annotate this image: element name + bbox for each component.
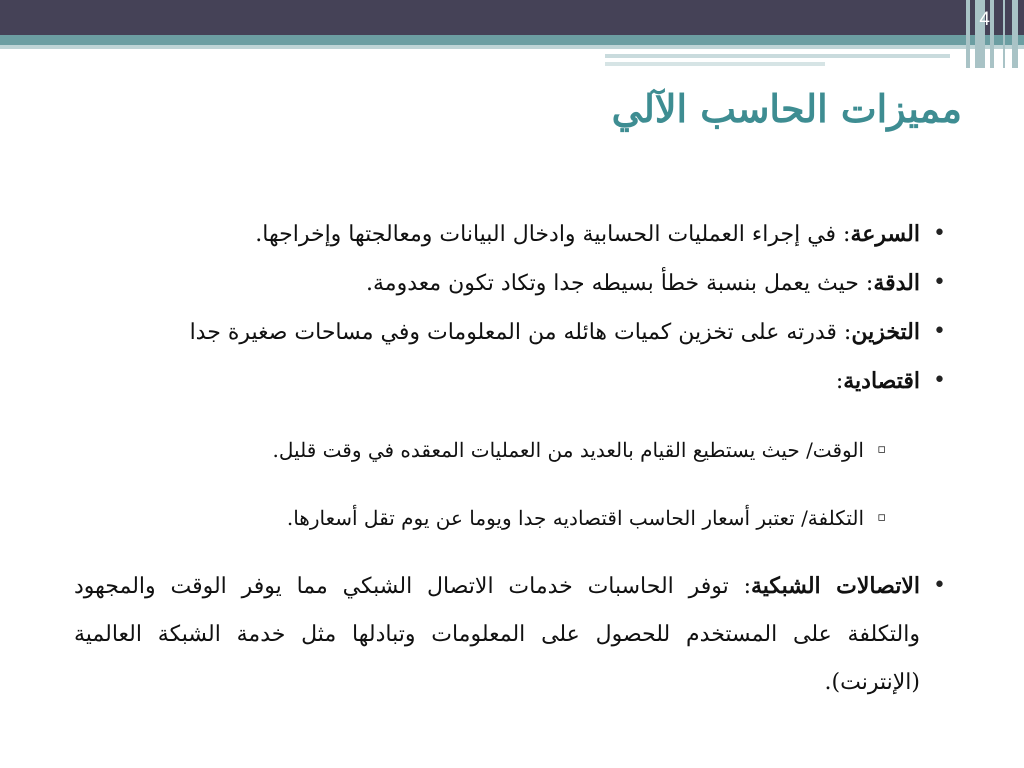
header-stripe-teal	[0, 35, 1024, 45]
list-item-networking	[74, 562, 946, 707]
item-text: : توفر الحاسبات خدمات الاتصال الشبكي مما يوفر الوقت والمجهود والتكلفة على المستخدم للحصول على المعلومات وتبادلها مثل خدمة الشبكة العالمية (الإنترنت).	[74, 574, 920, 695]
header-vertical-line	[990, 0, 994, 68]
list-item-storage	[74, 308, 946, 357]
header-stripe-short	[605, 54, 950, 58]
slide-title: مميزات الحاسب الآلي	[611, 86, 962, 131]
sub-item-text: الوقت/ حيث يستطيع القيام بالعديد من العمليات المعقده في وقت قليل.	[272, 438, 864, 462]
item-term: السرعة	[850, 221, 920, 247]
header-vertical-line	[1012, 0, 1018, 68]
header-stripe-shorter	[605, 62, 825, 66]
item-term: الدقة	[873, 270, 920, 296]
header-vertical-line	[1003, 0, 1005, 68]
square-bullet-icon: ▫	[877, 510, 886, 525]
header-stripe-light	[0, 45, 1024, 49]
bullet-icon: •	[933, 221, 946, 246]
sub-item-time	[74, 426, 924, 474]
bullet-icon: •	[933, 270, 946, 295]
header-vertical-line	[966, 0, 970, 68]
item-term: اقتصادية	[843, 368, 920, 394]
sub-item-text: التكلفة/ تعتبر أسعار الحاسب اقتصاديه جدا ويوما عن يوم تقل أسعارها.	[286, 506, 864, 530]
item-text: : في إجراء العمليات الحسابية وادخال البيانات ومعالجتها وإخراجها.	[255, 222, 851, 247]
bullet-icon: •	[933, 319, 946, 344]
slide-number: 4	[979, 9, 990, 30]
top-bar	[0, 0, 1024, 35]
bullet-icon: •	[933, 368, 946, 393]
list-item-accuracy	[74, 259, 946, 308]
list-item-speed	[74, 210, 946, 259]
item-text: : قدرته على تخزين كميات هائله من المعلومات وفي مساحات صغيرة جدا	[189, 320, 852, 345]
bullet-icon: •	[933, 573, 946, 598]
sub-item-cost	[74, 494, 924, 542]
item-term: الاتصالات الشبكية	[751, 573, 920, 599]
item-text: : حيث يعمل بنسبة خطأ بسيطه جدا وتكاد تكون معدومة.	[366, 271, 874, 296]
slide-content	[74, 210, 946, 707]
item-term: التخزين	[851, 319, 920, 345]
item-text: :	[835, 369, 844, 394]
list-item-economic	[74, 357, 946, 406]
square-bullet-icon: ▫	[877, 442, 886, 457]
